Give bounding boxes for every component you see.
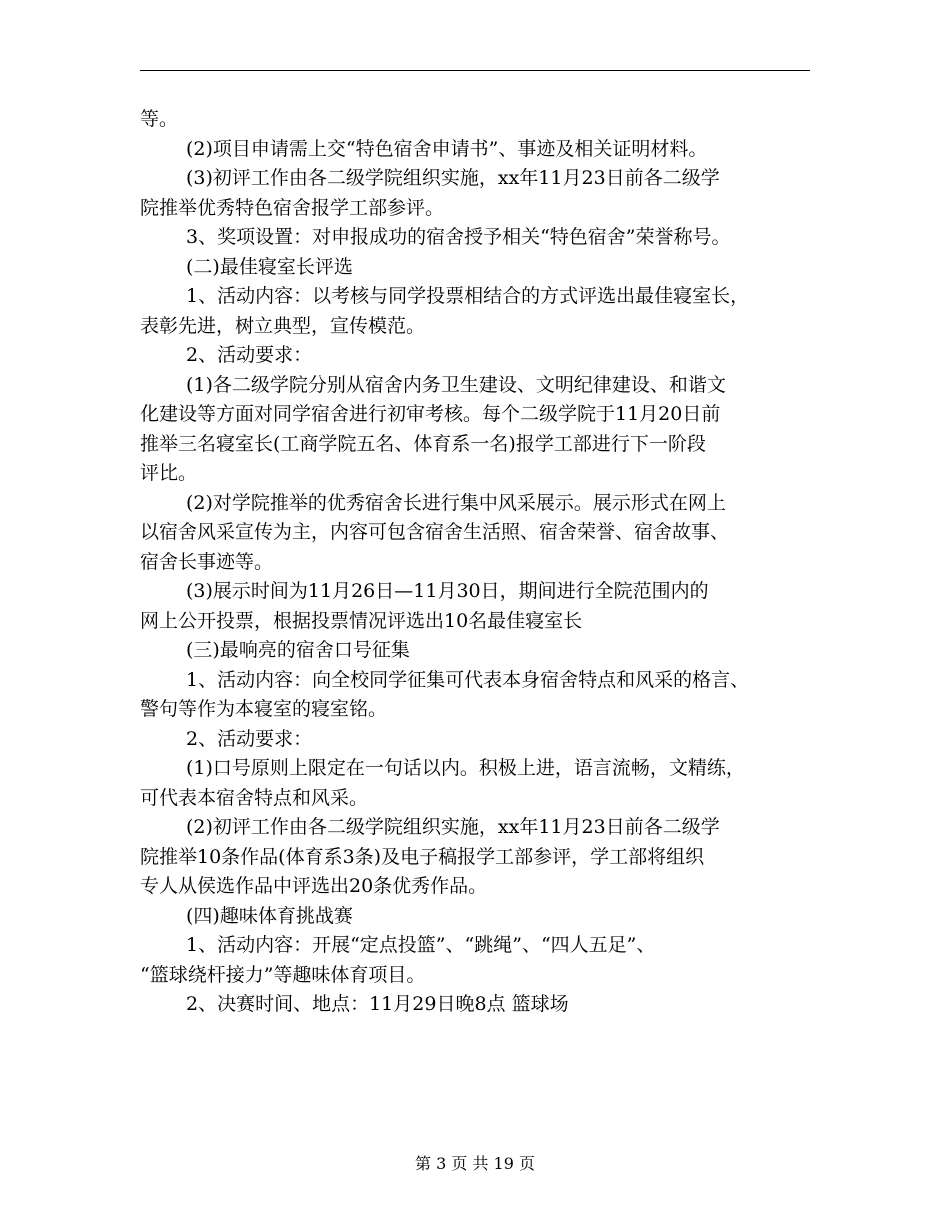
text-line: (1)各二级学院分别从宿舍内务卫生建设、文明纪律建设、和谐文 (186, 373, 726, 396)
text-line: 院推举优秀特色宿舍报学工部参评。 (140, 196, 445, 219)
text-line: 2、决赛时间、地点：11月29日晚8点 篮球场 (186, 993, 569, 1015)
text-line: 等。 (140, 108, 179, 130)
document-body (140, 105, 830, 1020)
text-line: 以宿舍风采宣传为主，内容可包含宿舍生活照、宿舍荣誉、宿舍故事、 (140, 521, 730, 543)
text-line: 2、活动要求： (186, 344, 313, 366)
text-line: 化建设等方面对同学宿舍进行初审考核。每个二级学院于11月20日前 (140, 403, 721, 425)
text-line: 评比。 (140, 462, 198, 484)
text-line: 表彰先进，树立典型，宣传模范。 (140, 314, 426, 337)
text-line: 宿舍长事迹等。 (140, 550, 274, 573)
text-line: (3)展示时间为11月26日—11月30日，期间进行全院范围内的 (186, 580, 709, 602)
text-line: 可代表本宿舍特点和风采。 (140, 786, 369, 809)
text-line: 网上公开投票，根据投票情况评选出10名最佳寝室长 (140, 609, 583, 632)
text-line: (2)初评工作由各二级学院组织实施，xx年11月23日前各二级学 (186, 816, 720, 838)
text-line: 3、奖项设置：对申报成功的宿舍授予相关“特色宿舍”荣誉称号。 (186, 226, 731, 248)
section-heading: (三)最响亮的宿舍口号征集 (186, 639, 410, 661)
text-line: (2)对学院推举的优秀宿舍长进行集中风采展示。展示形式在网上 (186, 491, 726, 514)
text-line: 1、活动内容：开展“定点投篮”、“跳绳”、“四人五足”、 (186, 934, 656, 956)
text-line: 推举三名寝室长(工商学院五名、体育系一名)报学工部进行下一阶段 (140, 432, 706, 455)
text-line: (1)口号原则上限定在一句话以内。积极上进，语言流畅，文精练， (186, 757, 745, 779)
text-line: 1、活动内容：以考核与同学投票相结合的方式评选出最佳寝室长， (186, 285, 750, 307)
page-number-footer: 第 3 页 共 19 页 (415, 1154, 535, 1173)
text-line: 2、活动要求： (186, 727, 313, 750)
text-line: (3)初评工作由各二级学院组织实施，xx年11月23日前各二级学 (186, 167, 720, 189)
section-heading: (四)趣味体育挑战赛 (186, 904, 353, 927)
text-line: “篮球绕杆接力”等趣味体育项目。 (140, 963, 426, 986)
text-line: (2)项目申请需上交“特色宿舍申请书”、事迹及相关证明材料。 (186, 137, 708, 160)
section-heading: (二)最佳寝室长评选 (186, 255, 353, 278)
text-line: 专人从侯选作品中评选出20条优秀作品。 (140, 875, 488, 897)
text-line: 院推举10条作品(体育系3条)及电子稿报学工部参评，学工部将组织 (140, 845, 705, 868)
text-line: 警句等作为本寝室的寝室铭。 (140, 698, 388, 720)
header-rule (140, 70, 810, 71)
text-line: 1、活动内容：向全校同学征集可代表本身宿舍特点和风采的格言、 (186, 668, 750, 691)
